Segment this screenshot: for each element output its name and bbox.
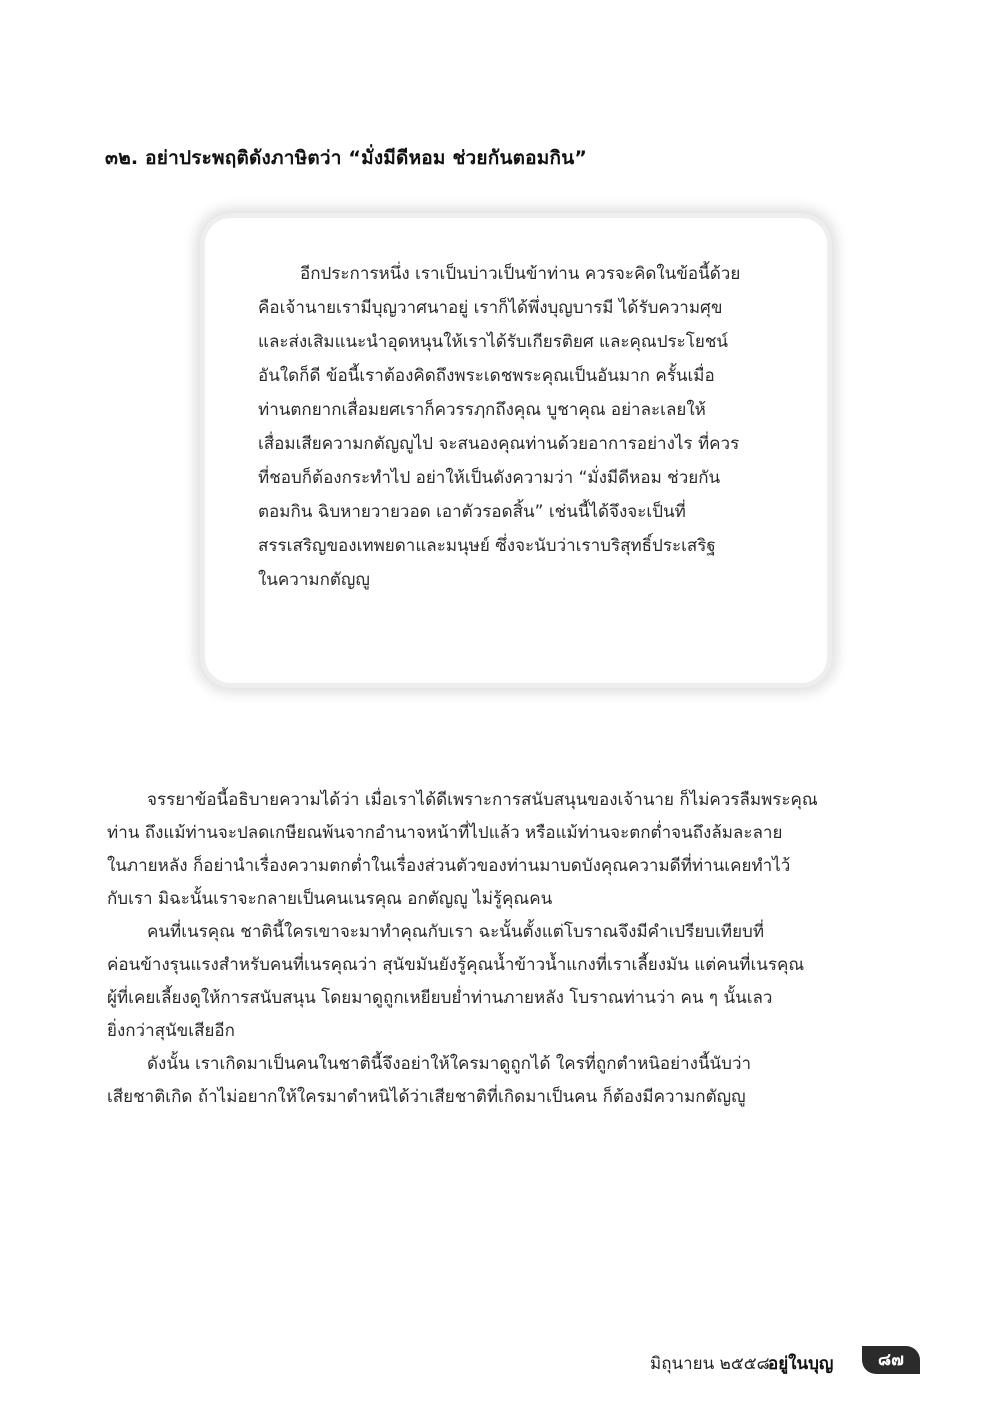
body-line: จรรยาข้อนี้อธิบายความได้ว่า เมื่อเราได้ดีเพราะการสนับสนุนของเจ้านาย ก็ไม่ควรลืมพระคุณ <box>147 790 818 810</box>
quote-line: ท่านตกยากเสื่อมยศเราก็ควรรฦกถึงคุณ บูชาคุณ อย่าละเลยให้ <box>258 400 706 420</box>
body-line: ผู้ที่เคยเลี้ยงดูให้การสนับสนุน โดยมาดูถูกเหยียบย่ำท่านภายหลัง โบราณท่านว่า คน ๆ นั้นเลว <box>107 988 773 1008</box>
quote-line: เสื่อมเสียความกตัญญูไป จะสนองคุณท่านด้วยอาการอย่างไร ที่ควร <box>258 434 740 454</box>
body-line: ยิ่งกว่าสุนัขเสียอีก <box>107 1021 235 1041</box>
body-line: ดังนั้น เราเกิดมาเป็นคนในชาตินี้จึงอย่าให้ใครมาดูถูกได้ ใครที่ถูกตำหนิอย่างนี้นับว่า <box>147 1054 752 1074</box>
body-line: คนที่เนรคุณ ชาตินี้ใครเขาจะมาทำคุณกับเรา ฉะนั้นตั้งแต่โบราณจึงมีคำเปรียบเทียบที่ <box>147 922 765 942</box>
body-line: ค่อนข้างรุนแรงสำหรับคนที่เนรคุณว่า สุนัขมันยังรู้คุณน้ำข้าวน้ำแกงที่เราเลี้ยงมัน แต่คนที่เนรคุณ <box>107 955 805 975</box>
quote-line: และส่งเสิมแนะนำอุดหนุนให้เราได้รับเกียรติยศ และคุณประโยชน์ <box>258 332 728 352</box>
body-line: ท่าน ถึงแม้ท่านจะปลดเกษียณพ้นจากอำนาจหน้าที่ไปแล้ว หรือแม้ท่านจะตกต่ำจนถึงล้มละลาย <box>107 823 783 843</box>
body-line: เสียชาติเกิด ถ้าไม่อยากให้ใครมาตำหนิได้ว่าเสียชาติที่เกิดมาเป็นคน ก็ต้องมีความกตัญญู <box>107 1087 746 1107</box>
quote-line: สรรเสริญของเทพยดาและมนุษย์ ซึ่งจะนับว่าเราบริสุทธิ์ประเสริฐ <box>258 536 716 556</box>
quote-line: ตอมกิน ฉิบหายวายวอด เอาตัวรอดสิ้น” เช่นนี้ได้จึงจะเป็นที่ <box>258 502 686 522</box>
quote-line: ที่ชอบก็ต้องกระทำไป อย่าให้เป็นดังความว่า “มั่งมีดีหอม ช่วยกัน <box>258 468 721 488</box>
quote-line: อันใดก็ดี ข้อนี้เราต้องคิดถึงพระเดชพระคุณเป็นอันมาก ครั้นเมื่อ <box>258 366 715 386</box>
footer-magazine-title: อยู่ในบุญ <box>768 1354 834 1374</box>
body-line: กับเรา มิฉะนั้นเราจะกลายเป็นคนเนรคุณ อกตัญญู ไม่รู้คุณคน <box>107 889 553 909</box>
quote-line: คือเจ้านายเรามีบุญวาศนาอยู่ เราก็ได้พึ่งบุญบารมี ได้รับความศุข <box>258 298 723 318</box>
footer-issue-date: มิถุนายน ๒๕๕๘ <box>650 1354 770 1374</box>
quote-line: ในความกตัญญู <box>258 570 370 590</box>
section-heading: ๓๒. อย่าประพฤติดังภาษิตว่า “มั่งมีดีหอม ช่วยกันตอมกิน” <box>105 147 588 169</box>
page-number-badge: ๘๗ <box>862 1346 920 1374</box>
body-line: ในภายหลัง ก็อย่านำเรื่องความตกต่ำในเรื่องส่วนตัวของท่านมาบดบังคุณความดีที่ท่านเคยทำไว้ <box>107 856 791 876</box>
quote-line: อีกประการหนึ่ง เราเป็นบ่าวเป็นข้าท่าน ควรจะคิดในข้อนี้ด้วย <box>300 264 741 284</box>
